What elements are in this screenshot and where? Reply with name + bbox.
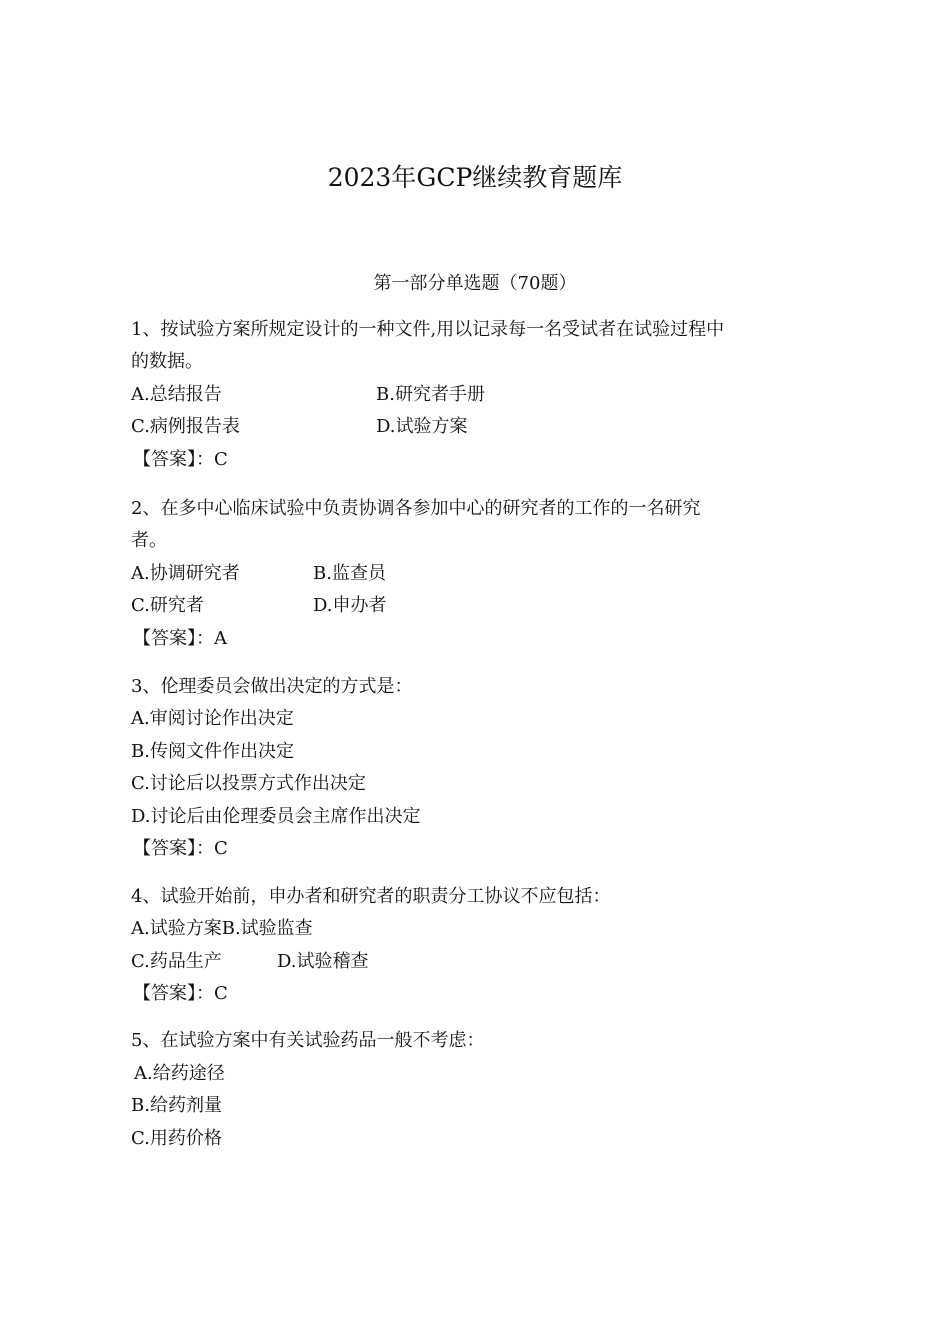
q2-stem-line2: 者。 — [131, 530, 167, 551]
q1-stem-line1: 1、按试验方案所规定设计的一种文件,用以记录每一名受试者在试验过程中 — [131, 319, 725, 340]
q2-option-b: B.监查员 — [313, 563, 386, 584]
q5-option-b: B.给药剂量 — [131, 1095, 222, 1116]
q1-answer: 【答案】：C — [133, 449, 228, 470]
q3-option-d: D.讨论后由伦理委员会主席作出决定 — [131, 806, 421, 827]
q3-option-c: C.讨论后以投票方式作出决定 — [131, 773, 366, 794]
q1-option-c: C.病例报告表 — [131, 416, 240, 437]
q4-option-d: D.试验稽查 — [277, 951, 369, 972]
q1-option-b: B.研究者手册 — [376, 384, 485, 405]
q5-option-a: A.给药途径 — [134, 1063, 225, 1084]
q3-stem: 3、伦理委员会做出决定的方式是： — [131, 676, 413, 697]
q3-option-b: B.传阅文件作出决定 — [131, 741, 294, 762]
document-title: 2023年GCP继续教育题库 — [327, 163, 623, 192]
q4-stem: 4、试验开始前，申办者和研究者的职责分工协议不应包括： — [131, 886, 611, 907]
q1-stem-line2: 的数据。 — [131, 351, 203, 372]
q2-option-d: D.申办者 — [313, 595, 387, 616]
q1-option-a: A.总结报告 — [131, 384, 222, 405]
q5-option-c: C.用药价格 — [131, 1128, 222, 1149]
q3-answer: 【答案】：C — [133, 838, 228, 859]
q4-answer: 【答案】：C — [133, 983, 228, 1004]
section-heading: 第一部分单选题（70题） — [373, 273, 577, 294]
q4-options-ab: A.试验方案B.试验监查 — [131, 918, 313, 939]
q2-option-c: C.研究者 — [131, 595, 204, 616]
q1-option-d: D.试验方案 — [376, 416, 468, 437]
q3-option-a: A.审阅讨论作出决定 — [131, 708, 294, 729]
q4-option-c: C.药品生产 — [131, 951, 222, 972]
q2-stem-line1: 2、在多中心临床试验中负责协调各参加中心的研究者的工作的一名研究 — [131, 498, 701, 519]
q5-stem: 5、在试验方案中有关试验药品一般不考虑： — [131, 1030, 485, 1051]
q2-answer: 【答案】：A — [133, 628, 227, 649]
q2-option-a: A.协调研究者 — [131, 563, 240, 584]
